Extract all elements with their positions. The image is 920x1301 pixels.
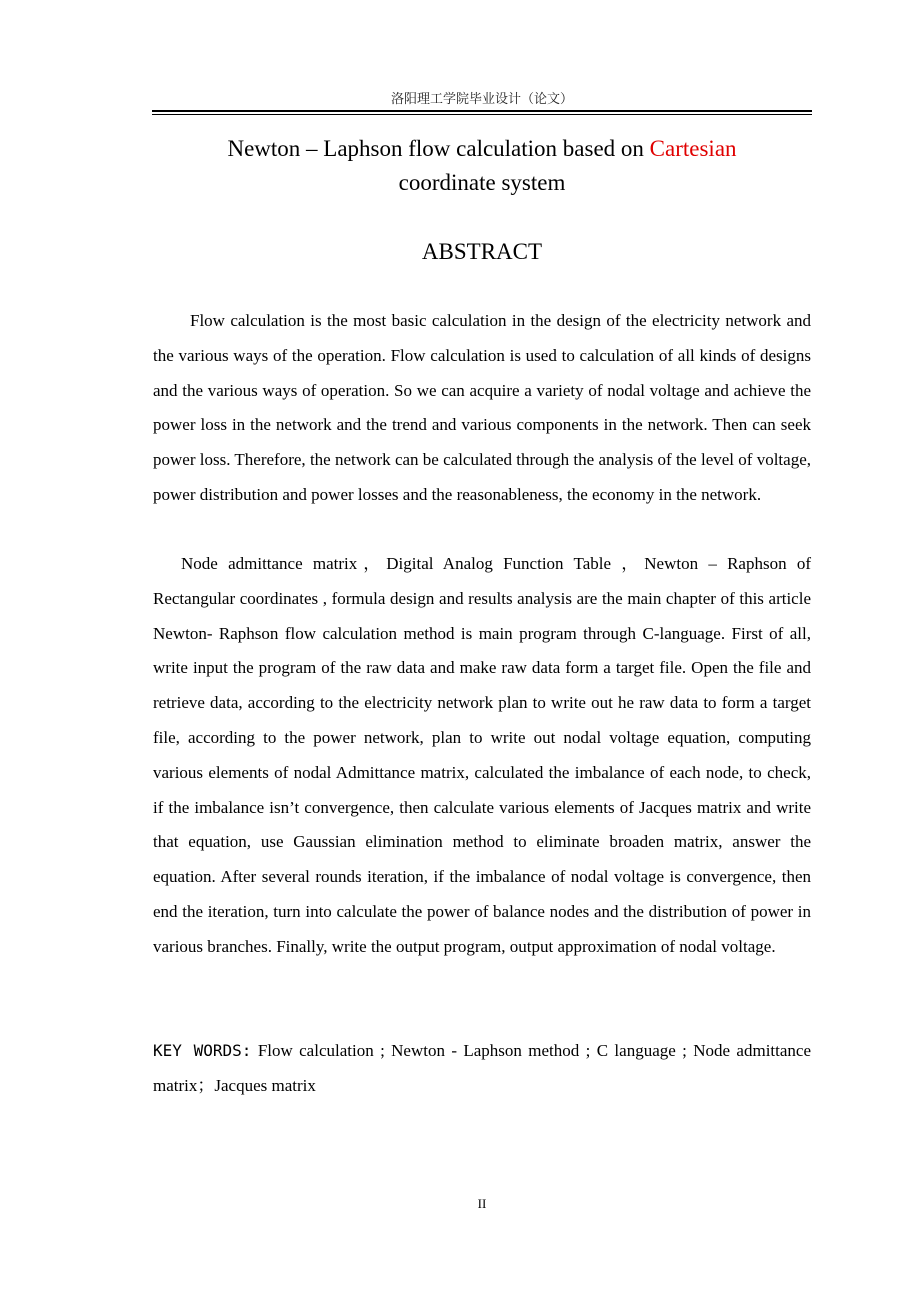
header-rule-thin [152, 114, 812, 115]
abstract-paragraph-1 [153, 304, 811, 513]
abstract-heading: ABSTRACT [421, 239, 543, 264]
title-line-1 [152, 132, 812, 166]
keywords [153, 1034, 811, 1104]
paper-title [152, 132, 812, 200]
abstract-paragraph-2-text: Node admittance matrix，Digital Analog Function Table ，Newton – Raphson of Rectangular coordinates , formula design and results analysis are the main chapter of this article Newton- Raphson flow calculation method is main program through C-language. First of all, write input the program of the raw data and make raw data form a target file. Open the file and retrieve data, according to the electricity network plan to write out he raw data to form a target file, according to the power network, plan to write out nodal voltage equation, computing various elements of nodal Admittance matrix, calculated the imbalance of each node, to check, if the imbalance isn’t convergence, then calculate various elements of Jacques matrix and write that equation, use Gaussian elimination method to eliminate broaden matrix, answer the equation. After several rounds iteration, if the imbalance of nodal voltage is convergence, then end the iteration, turn into calculate the power of balance nodes and the distribution of power in various branches. Finally, write the output program, output approximation of nodal voltage. [153, 554, 811, 956]
page-header: 洛阳理工学院毕业设计（论文） [390, 92, 573, 107]
abstract-paragraph-2 [153, 547, 811, 965]
abstract-paragraph-1-text: Flow calculation is the most basic calculation in the design of the electricity network and the various ways of the operation. Flow calculation is used to calculation of all kinds of designs and the various ways of operation. So we can acquire a variety of nodal voltage and achieve the power loss in the network and the trend and various components in the network. Then can seek power loss. Therefore, the network can be calculated through the analysis of the level of voltage, power distribution and power losses and the reasonableness, the economy in the network. [153, 311, 811, 504]
title-line-2: coordinate system [398, 170, 566, 195]
keywords-label: KEY WORDS: [153, 1041, 252, 1060]
page-number: II [477, 1196, 487, 1211]
title-line-1-text: Newton – Laphson flow calculation based on [227, 136, 650, 161]
header-rule-thick [152, 110, 812, 112]
title-accent-word: Cartesian [649, 136, 737, 161]
keywords-text: Flow calculation ; Newton - Laphson method ; C language ; Node admittance matrix；Jacques matrix [153, 1041, 811, 1095]
